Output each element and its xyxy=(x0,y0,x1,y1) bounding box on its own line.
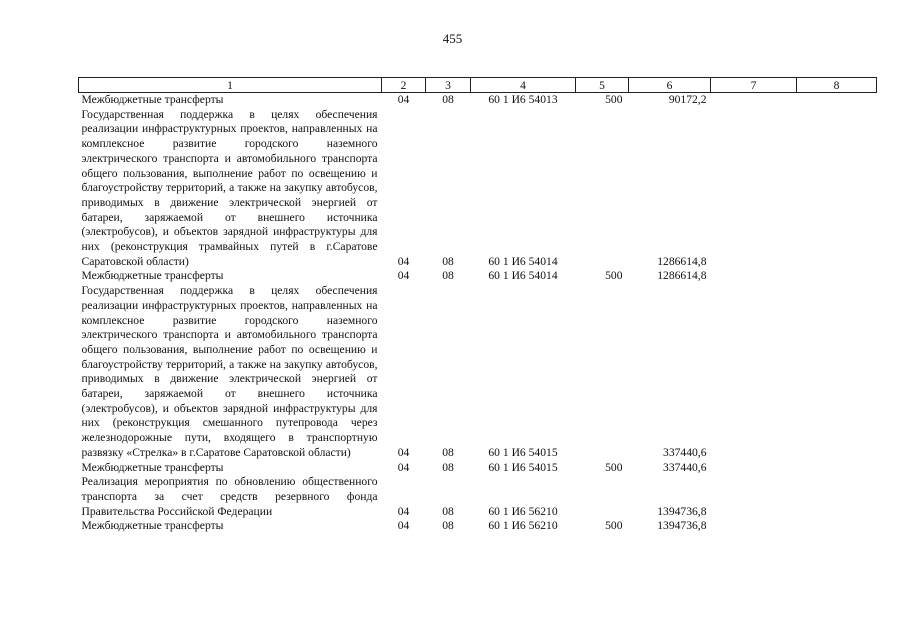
row-code: 60 1 И6 56210 xyxy=(488,504,558,518)
row-name: Межбюджетные трансферты xyxy=(81,519,224,533)
row-col-8 xyxy=(797,461,877,476)
header-col-3: 3 xyxy=(426,78,471,93)
row-subsection: 08 xyxy=(442,254,454,268)
page-number: 455 xyxy=(442,31,463,46)
header-col-1: 1 xyxy=(79,78,382,93)
table-row xyxy=(79,93,877,108)
row-amount: 337440,6 xyxy=(663,460,707,474)
table-row xyxy=(79,269,877,284)
row-type: 500 xyxy=(605,460,623,474)
row-col-7 xyxy=(711,475,797,519)
header-col-8: 8 xyxy=(797,78,877,93)
row-name: Межбюджетные трансферты xyxy=(81,460,224,474)
row-name: Государственная поддержка в целях обеспечения реализации инфраструктурных проектов, направленных на комплексное развитие городского наземного электрического транспорта и автомобильного транспорта общего пользования, выполнение работ по освещению и благоустройству территорий, а также на закупку автобусов, приводимых в движение электрической энергией от батареи, заряжаемой от внешнего источника (электробусов), и объектов зарядной инфраструктуры для них (реконструкция смешанного путепровода через железнодорожные пути, входящего в транспортную развязку «Стрелка» в г.Саратове Саратовской области) xyxy=(81,284,378,459)
row-section: 04 xyxy=(397,519,410,533)
header-col-5: 5 xyxy=(576,78,629,93)
header-col-4: 4 xyxy=(471,78,576,93)
row-col-7 xyxy=(711,519,797,534)
row-subsection: 08 xyxy=(442,93,454,106)
row-amount: 90172,2 xyxy=(668,93,707,106)
row-type: 500 xyxy=(605,269,623,283)
row-type: 500 xyxy=(605,93,623,106)
row-subsection: 08 xyxy=(442,504,454,518)
row-col-8 xyxy=(797,475,877,519)
table-row xyxy=(79,108,877,270)
header-col-2: 2 xyxy=(382,78,426,93)
row-col-7 xyxy=(711,461,797,476)
row-code: 60 1 И6 54015 xyxy=(488,445,558,459)
row-col-8 xyxy=(797,269,877,284)
row-amount: 337440,6 xyxy=(663,445,707,459)
row-name: Межбюджетные трансферты xyxy=(81,269,224,283)
row-amount: 1394736,8 xyxy=(657,519,707,533)
row-name: Межбюджетные трансферты xyxy=(81,93,224,106)
row-code: 60 1 И6 54015 xyxy=(488,460,558,474)
row-subsection: 08 xyxy=(442,269,454,283)
row-section: 04 xyxy=(397,269,410,283)
row-code: 60 1 И6 54013 xyxy=(488,93,558,106)
row-amount: 1394736,8 xyxy=(657,504,707,518)
table-row xyxy=(79,284,877,460)
row-code: 60 1 И6 56210 xyxy=(488,519,558,533)
row-col-8 xyxy=(797,284,877,460)
row-col-7 xyxy=(711,108,797,270)
row-type xyxy=(576,475,629,519)
header-col-6: 6 xyxy=(629,78,711,93)
row-section: 04 xyxy=(397,460,410,474)
row-code: 60 1 И6 54014 xyxy=(488,254,558,268)
row-amount: 1286614,8 xyxy=(657,254,707,268)
header-row xyxy=(79,78,877,93)
row-section: 04 xyxy=(397,93,410,106)
table-row xyxy=(79,461,877,476)
table-header xyxy=(79,78,877,93)
row-col-8 xyxy=(797,93,877,108)
table-row xyxy=(79,475,877,519)
row-col-7 xyxy=(711,93,797,108)
row-code: 60 1 И6 54014 xyxy=(488,269,558,283)
table-body xyxy=(79,93,877,535)
row-subsection: 08 xyxy=(442,445,454,459)
row-col-8 xyxy=(797,108,877,270)
row-type xyxy=(576,284,629,460)
row-section: 04 xyxy=(397,445,410,459)
row-type: 500 xyxy=(605,519,623,533)
header-col-7: 7 xyxy=(711,78,797,93)
row-subsection: 08 xyxy=(442,460,454,474)
row-col-8 xyxy=(797,519,877,534)
budget-table xyxy=(78,77,877,534)
row-subsection: 08 xyxy=(442,519,454,533)
row-section: 04 xyxy=(397,504,410,518)
row-amount: 1286614,8 xyxy=(657,269,707,283)
row-type xyxy=(576,108,629,270)
row-col-7 xyxy=(711,269,797,284)
row-section: 04 xyxy=(397,254,410,268)
row-col-7 xyxy=(711,284,797,460)
row-name: Реализация мероприятия по обновлению общественного транспорта за счет средств резервного фонда Правительства Российской Федерации xyxy=(81,475,378,518)
row-name: Государственная поддержка в целях обеспечения реализации инфраструктурных проектов, направленных на комплексное развитие городского наземного электрического транспорта и автомобильного транспорта общего пользования, выполнение работ по освещению и благоустройству территорий, а также на закупку автобусов, приводимых в движение электрической энергией от батареи, заряжаемой от внешнего источника (электробусов), и объектов зарядной инфраструктуры для них (реконструкция трамвайных путей в г.Саратове Саратовской области) xyxy=(81,107,378,268)
table-row xyxy=(79,519,877,534)
